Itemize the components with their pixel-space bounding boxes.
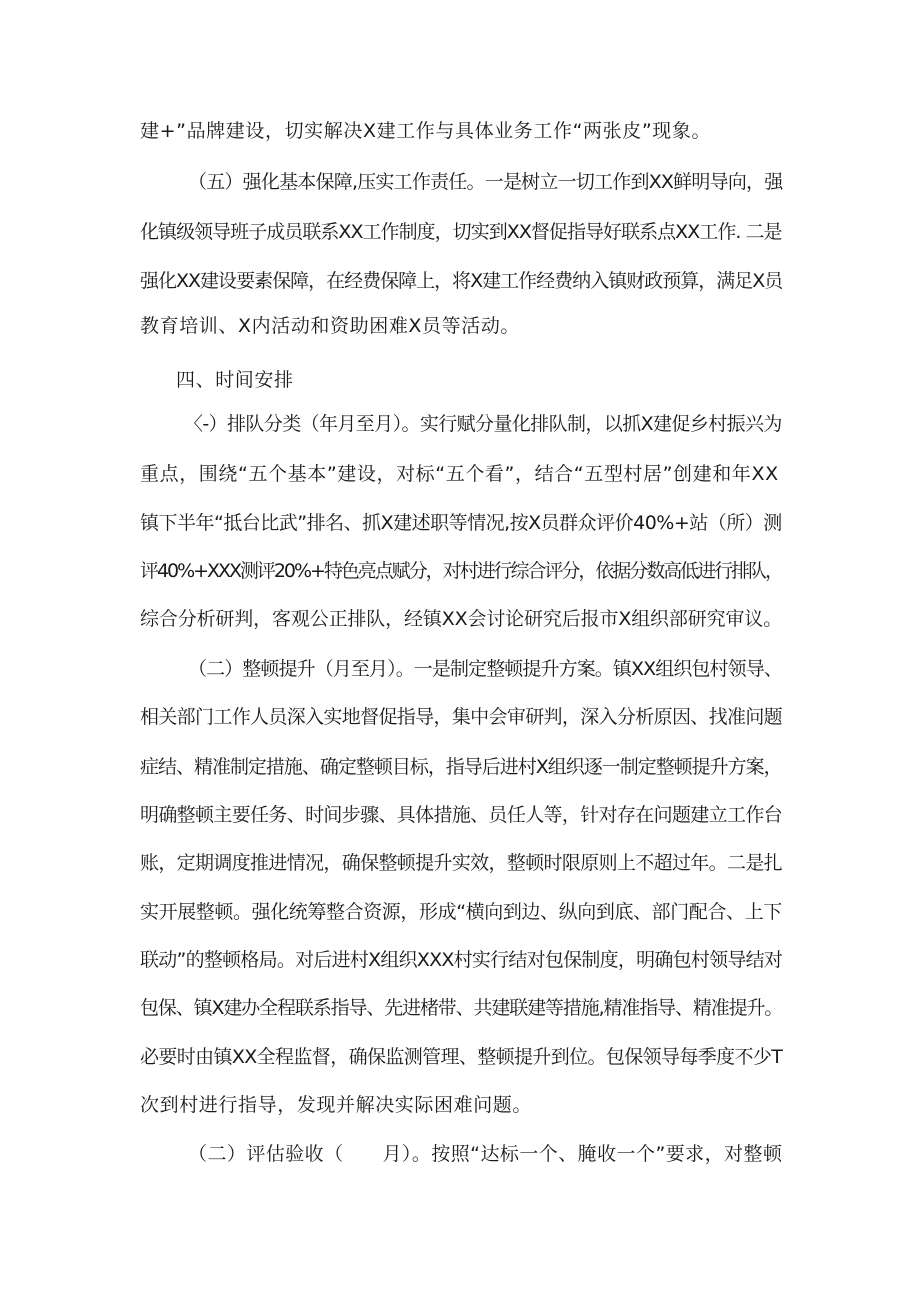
text-line: （二）整顿提升（月至月）。一是制定整顿提升方案。镇XX组织包村领导、 <box>188 658 782 680</box>
text-line: 联动”的整顿格局。对后进村X组织XXX村实行结对包保制度，明确包村领导结对 <box>140 949 783 971</box>
text-line: 包保、镇X建办全程联系指导、先进楮带、共建联建等措施,精准指导、精准提升。 <box>140 997 783 1019</box>
text-line: 实开展整顿。强化统筹整合资源，形成“横向到边、纵向到底、部门配合、上下 <box>140 901 782 923</box>
text-line: 〈-）排队分类（年月至月）。实行赋分量化排队制，以抓X建促乡村振兴为 <box>184 413 782 435</box>
text-line: 化镇级领导班子成员联系XX工作制度，切实到XX督促指导好联系点XX工作. 二是 <box>140 221 782 243</box>
text-line: 账，定期调度推进情况，确保整顿提升实效，整顿时限原则上不超过年。二是扎 <box>140 852 783 874</box>
text-line: 明确整顿主要任务、时间步骤、具体措施、员任人等，针对存在问题建立工作台 <box>140 804 783 826</box>
text-line: （二）评估验收（ 月）。按照“达标一个、腌收一个”要求，对整顿 <box>188 1143 783 1165</box>
text-line: 相关部门工作人员深入实地督促指导，集中会审研判，深入分析原因、找准问题 <box>140 706 783 728</box>
text-line: 镇下半年“抵台比武”排名、抓X建述职等情况,按X员群众评价40%+站（所）测 <box>140 512 782 534</box>
text-line: 症结、精准制定措施、确定整顿目标，指导后进村X组织逐一制定整顿提升方案， <box>140 756 782 778</box>
text-line: 建+”品牌建设，切实解决X建工作与具体业务工作“两张皮”现象。 <box>140 120 712 142</box>
text-line: 综合分析研判，客观公正排队，经镇XX会讨论研究后报市X组织部研究审议。 <box>140 608 783 630</box>
text-line: 重点，围绕“五个基本”建设，对标“五个看”，结合“五型村居”创建和年XX <box>140 463 779 485</box>
text-line: 评40%+XXX测评20%+特色亮点赋分，对村进行综合评分，依据分数高低进行排队， <box>140 560 782 582</box>
text-line: 教育培训、X内活动和资助困难X员等活动。 <box>140 315 521 337</box>
text-line: （五）强化基本保障,压实工作责任。一是树立一切工作到XX鲜明导向，强 <box>188 171 783 193</box>
section-heading: 四、时间安排 <box>176 369 294 391</box>
text-line: 强化XX建设要素保障，在经费保障上，将X建工作经费纳入镇财政预算，满足X员 <box>140 270 783 292</box>
text-line: 次到村进行指导，发现并解决实际困难问题。 <box>140 1094 533 1116</box>
text-line: 必要时由镇XX全程监督，确保监测管理、整顿提升到位。包保领导每季度不少T <box>140 1046 783 1068</box>
